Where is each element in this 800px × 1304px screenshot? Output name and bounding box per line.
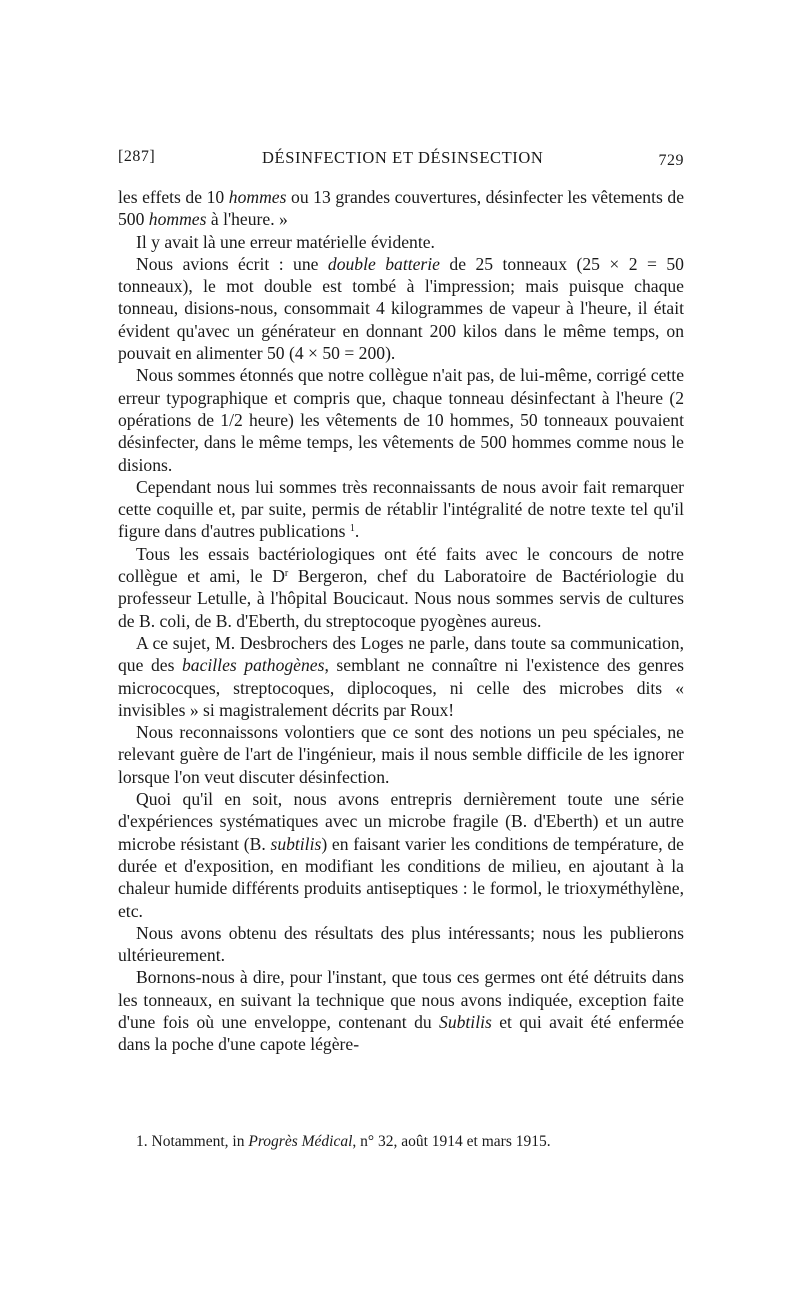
text-run: 1. Notamment, in bbox=[136, 1133, 249, 1150]
paragraph bbox=[118, 922, 684, 967]
text-run: . bbox=[354, 521, 360, 542]
paragraph bbox=[118, 231, 684, 253]
text-run: Cependant nous lui sommes très reconnaissants de nous avoir fait remarquer cette coquille et, par suite, permis de rétablir l'intégralité de notre texte tel qu'il figure dans d'autres publications bbox=[118, 476, 684, 542]
text-run: , semblant ne connaître ni l'existence des genres micrococques, streptocoques, diplocoques, ni celle des microbes dits « invisibles » si magistralement décrits par Roux! bbox=[118, 655, 684, 720]
paragraph bbox=[118, 476, 684, 543]
text-run: Il y avait là une erreur matérielle évidente. bbox=[136, 231, 435, 252]
italic-text: Progrès Médical bbox=[248, 1133, 353, 1150]
text-run: Nous avions écrit : une bbox=[136, 253, 328, 274]
text-run: Nous sommes étonnés que notre collègue n'ait pas, de lui-même, corrigé cette erreur typographique et compris que, chaque tonneau désinfectant à l'heure (2 opérations de 1/2 heure) les vêtements de 10 hommes, 50 tonneaux pouvaient désinfecter, dans le même temps, les vêtements de 500 hommes comme nous le disions. bbox=[118, 365, 684, 475]
footnote-marker: 1 bbox=[349, 523, 355, 535]
text-run: et qui avait été enfermée dans la poche d'une capote légère- bbox=[118, 1011, 684, 1055]
paragraph bbox=[118, 543, 684, 632]
text-run: Tous les essais bactériologiques ont été faits avec le concours de notre collègue et ami, le D bbox=[118, 543, 684, 587]
footnote bbox=[118, 1132, 684, 1152]
paragraph bbox=[118, 632, 684, 721]
text-run: de 25 tonneaux (25 × 2 = 50 tonneaux), le mot double est tombé à l'impression; mais puisque chaque tonneau, disions-nous, consommait 4 kilogrammes de vapeur à l'heure, il était évident qu'avec un générateur en donnant 200 kilos dans le même temps, on pouvait en alimenter 50 (4 × 50 = 200). bbox=[118, 253, 684, 364]
paragraph bbox=[118, 788, 684, 922]
footnote-marker: r bbox=[284, 568, 289, 580]
italic-text: hommes bbox=[228, 187, 287, 207]
text-run: , n° 32, août 1914 et mars 1915. bbox=[352, 1133, 551, 1150]
text-run: Nous avons obtenu des résultats des plus intéressants; nous les publierons ultérieurement. bbox=[118, 922, 684, 966]
text-run: ou 13 grandes couvertures, désinfecter les vêtements de 500 bbox=[118, 187, 685, 230]
italic-text: bacilles pathogènes bbox=[182, 655, 325, 676]
text-run: A ce sujet, M. Desbrochers des Loges ne parle, dans toute sa communication, que des bbox=[118, 632, 684, 676]
italic-text: subtilis bbox=[270, 833, 322, 854]
page bbox=[118, 148, 684, 1056]
text-run: Quoi qu'il en soit, nous avons entrepris dernièrement toute une série d'expériences systématiques avec un microbe fragile (B. d'Eberth) et un autre microbe résistant (B. bbox=[118, 789, 684, 854]
text-run: à l'heure. » bbox=[206, 209, 288, 230]
running-head bbox=[118, 148, 684, 178]
page-number: 729 bbox=[658, 152, 684, 169]
paragraph bbox=[118, 966, 684, 1055]
paragraph bbox=[118, 253, 684, 364]
italic-text: hommes bbox=[148, 209, 207, 230]
page-reference: [287] bbox=[118, 148, 156, 165]
text-run: Bergeron, chef du Laboratoire de Bactériologie du professeur Letulle, à l'hôpital Boucicaut. Nous nous sommes servis de cultures de B. coli, de B. d'Eberth, du streptocoque pyogènes aureus. bbox=[118, 566, 684, 631]
text-run: les effets de 10 bbox=[118, 187, 229, 207]
body-text bbox=[118, 186, 684, 1056]
text-run: Nous reconnaissons volontiers que ce sont des notions un peu spéciales, ne relevant guère de l'art de l'ingénieur, mais il nous semble difficile de les ignorer lorsque l'on veut discuter désinfection. bbox=[118, 722, 684, 787]
paragraph bbox=[118, 364, 684, 475]
running-title: DÉSINFECTION ET DÉSINSECTION bbox=[262, 148, 544, 167]
text-run: Bornons-nous à dire, pour l'instant, que tous ces germes ont été détruits dans les tonneaux, en suivant la technique que nous avons indiquée, exception faite d'une fois où une enveloppe, contenant du bbox=[118, 967, 684, 1032]
italic-text: double batterie bbox=[327, 253, 440, 274]
paragraph bbox=[118, 186, 684, 231]
text-run: ) en faisant varier les conditions de température, de durée et d'exposition, en modifiant les conditions de milieu, en ajoutant à la chaleur humide différents produits antiseptiques : le formol, le trioxyméthylène, etc. bbox=[118, 833, 684, 921]
paragraph bbox=[118, 721, 684, 788]
italic-text: Subtilis bbox=[439, 1011, 492, 1032]
